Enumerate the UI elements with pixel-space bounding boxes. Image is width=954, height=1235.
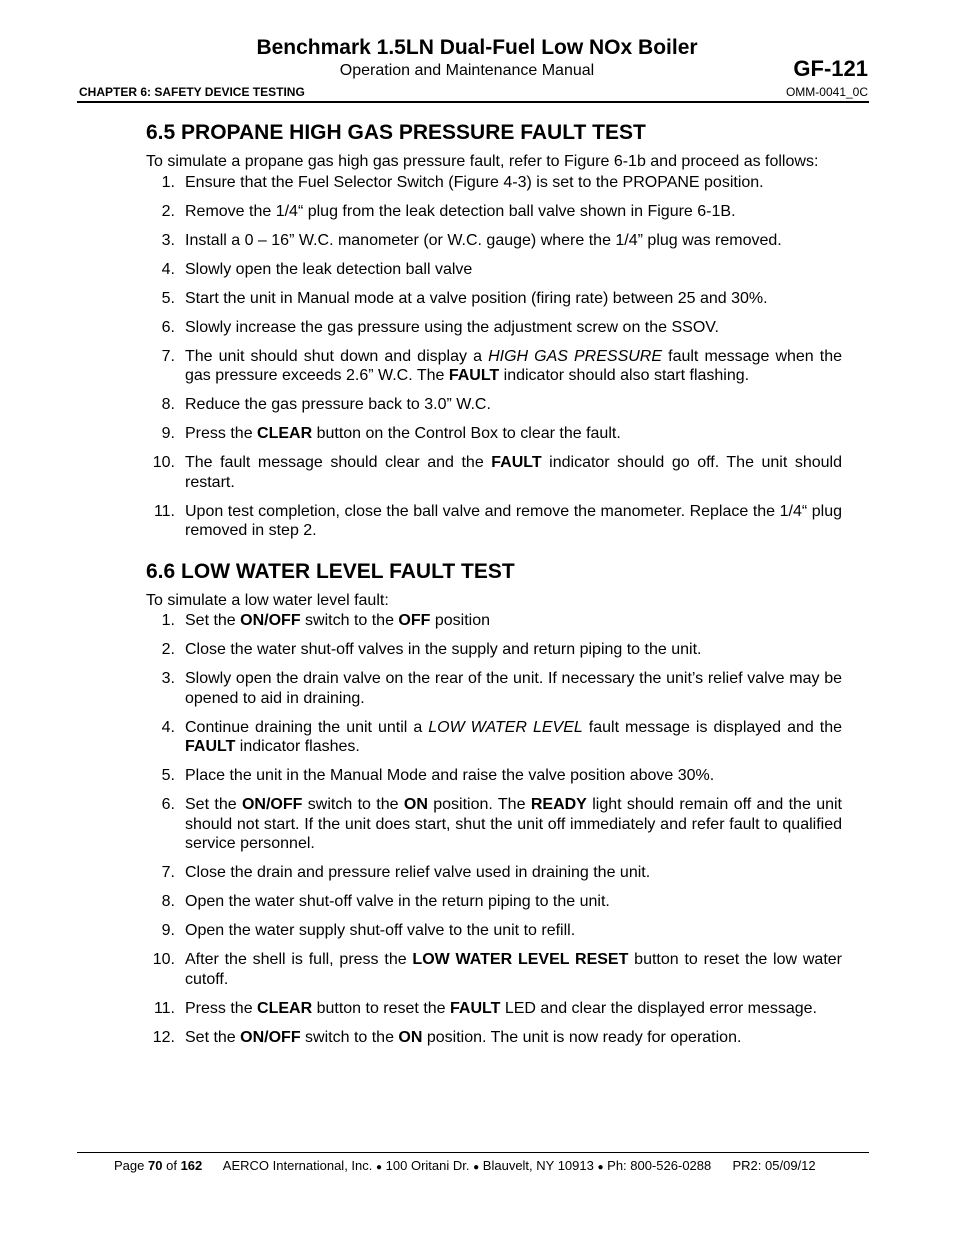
step-text: Ensure that the Fuel Selector Switch (Figure 4-3) is set to the PROPANE position. xyxy=(185,173,764,191)
step-text: indicator should also start flashing. xyxy=(499,367,750,384)
step-text: Reduce the gas pressure back to 3.0” W.C. xyxy=(185,396,491,413)
step-text: Slowly open the leak detection ball valve xyxy=(185,260,473,278)
list-item xyxy=(146,318,842,338)
revision-date: PR2: 05/09/12 xyxy=(732,1158,816,1173)
step-number: 11. xyxy=(153,502,175,520)
footer-divider xyxy=(77,1152,869,1153)
list-item xyxy=(146,231,842,251)
step-text: After the shell is full, press the xyxy=(185,951,413,968)
step-number: 10. xyxy=(152,454,175,471)
procedure-steps xyxy=(146,611,842,1047)
emphasis-italic: HIGH GAS PRESSURE xyxy=(488,347,663,365)
step-text: Set the xyxy=(185,796,242,813)
step-number: 2. xyxy=(161,641,175,658)
step-text: indicator flashes. xyxy=(235,738,360,755)
section-title: 6.6 LOW WATER LEVEL FAULT TEST xyxy=(146,559,515,583)
step-text: Set the xyxy=(185,1028,241,1046)
list-item xyxy=(146,999,842,1019)
step-text: fault message is displayed and the xyxy=(582,718,842,736)
step-text: light should remain off and the unit should not start. If the unit does start, shut the unit off immediately and refer fault to qualified service personnel. xyxy=(185,796,842,852)
emphasis-bold: CLEAR xyxy=(257,425,313,442)
list-item xyxy=(146,718,842,757)
list-item xyxy=(146,260,842,280)
step-text: Slowly open the drain valve on the rear of the unit. If necessary the unit’s relief valve may be opened to aid in draining. xyxy=(185,670,842,707)
of-label: of xyxy=(166,1158,177,1173)
step-number: 3. xyxy=(161,670,175,687)
step-number: 9. xyxy=(161,425,175,442)
step-number: 3. xyxy=(161,231,175,249)
step-text: button on the Control Box to clear the fault. xyxy=(312,425,621,442)
step-text: button to reset the low water cutoff. xyxy=(185,951,842,988)
step-text: Close the drain and pressure relief valve used in draining the unit. xyxy=(185,864,651,881)
bullet-separator: ● xyxy=(376,1162,383,1173)
list-item xyxy=(146,921,842,941)
list-item xyxy=(146,640,842,660)
step-text: switch to the xyxy=(300,612,399,629)
list-item xyxy=(146,766,842,786)
emphasis-italic: LOW WATER LEVEL xyxy=(428,718,583,736)
list-item xyxy=(146,424,842,444)
total-pages: 162 xyxy=(180,1158,203,1173)
list-item xyxy=(146,1028,842,1048)
step-text: Press the xyxy=(185,425,258,442)
bullet-separator: ● xyxy=(473,1162,480,1173)
step-number: 2. xyxy=(161,202,175,220)
list-item xyxy=(146,347,842,386)
list-item xyxy=(146,950,842,989)
emphasis-bold: LOW WATER LEVEL RESET xyxy=(412,951,629,968)
company-phone: Ph: 800-526-0288 xyxy=(607,1158,712,1173)
step-text: switch to the xyxy=(302,796,404,813)
step-text: The fault message should clear and the xyxy=(185,454,492,471)
step-text: Press the xyxy=(185,999,258,1017)
step-text: The unit should shut down and display a xyxy=(185,347,489,365)
document-title: Benchmark 1.5LN Dual-Fuel Low NOx Boiler xyxy=(256,36,698,59)
emphasis-bold: FAULT xyxy=(448,367,500,384)
step-number: 11. xyxy=(153,999,175,1017)
section-title: 6.5 PROPANE HIGH GAS PRESSURE FAULT TEST xyxy=(146,121,646,144)
step-text: Continue draining the unit until a xyxy=(185,718,429,736)
step-number: 1. xyxy=(161,173,175,191)
emphasis-bold: ON xyxy=(403,796,428,813)
section-intro: To simulate a propane gas high gas pressure fault, refer to Figure 6-1b and proceed as follows: xyxy=(146,153,819,170)
page-footer xyxy=(114,1158,816,1173)
step-number: 1. xyxy=(161,612,175,629)
step-number: 7. xyxy=(161,864,175,881)
step-number: 10. xyxy=(152,951,175,968)
list-item xyxy=(146,669,842,708)
company-name: AERCO International, Inc. xyxy=(222,1158,373,1173)
list-item xyxy=(146,202,842,222)
step-text: position. The unit is now ready for operation. xyxy=(422,1028,742,1046)
step-number: 12. xyxy=(152,1028,175,1046)
step-text: Remove the 1/4“ plug from the leak detection ball valve shown in Figure 6-1B. xyxy=(185,202,736,220)
step-number: 9. xyxy=(161,922,175,939)
emphasis-bold: CLEAR xyxy=(257,999,313,1017)
emphasis-bold: OFF xyxy=(398,612,431,629)
step-number: 8. xyxy=(161,893,175,910)
step-text: indicator should go off. The unit should restart. xyxy=(185,454,842,491)
emphasis-bold: ON/OFF xyxy=(240,612,301,629)
list-item xyxy=(146,795,842,854)
step-text: Set the xyxy=(185,612,241,629)
emphasis-bold: ON/OFF xyxy=(241,796,303,813)
list-item xyxy=(146,173,842,193)
page-number: 70 xyxy=(148,1158,163,1173)
emphasis-bold: FAULT xyxy=(491,454,542,471)
step-number: 5. xyxy=(161,767,175,784)
step-text: button to reset the xyxy=(312,999,451,1017)
step-number: 4. xyxy=(161,260,175,278)
step-text: Start the unit in Manual mode at a valve position (firing rate) between 25 and 30%. xyxy=(185,289,768,307)
list-item xyxy=(146,502,842,541)
emphasis-bold: ON xyxy=(398,1028,423,1046)
step-number: 8. xyxy=(161,396,175,413)
document-number: OMM-0041_0C xyxy=(785,85,868,99)
step-text: Install a 0 – 16” W.C. manometer (or W.C. gauge) where the 1/4” plug was removed. xyxy=(185,231,782,249)
document-subtitle: Operation and Maintenance Manual xyxy=(339,62,595,79)
step-text: Upon test completion, close the ball valve and remove the manometer. Replace the 1/4“ plug removed in step 2. xyxy=(185,502,842,539)
emphasis-bold: FAULT xyxy=(185,738,236,755)
step-number: 5. xyxy=(161,289,175,307)
step-text: position xyxy=(430,612,491,629)
emphasis-bold: FAULT xyxy=(450,999,501,1017)
emphasis-bold: READY xyxy=(530,796,587,813)
section-intro: To simulate a low water level fault: xyxy=(146,591,389,609)
step-number: 7. xyxy=(161,347,175,365)
list-item xyxy=(146,395,842,415)
step-text: switch to the xyxy=(300,1028,399,1046)
list-item xyxy=(146,289,842,309)
page-content xyxy=(146,119,842,1057)
step-text: Open the water supply shut-off valve to the unit to refill. xyxy=(185,922,576,939)
header-divider xyxy=(77,101,869,103)
section-propane-high-gas-pressure xyxy=(146,119,842,541)
step-text: Slowly increase the gas pressure using the adjustment screw on the SSOV. xyxy=(185,318,719,336)
list-item xyxy=(146,863,842,883)
step-text: Place the unit in the Manual Mode and raise the valve position above 30%. xyxy=(185,767,715,784)
emphasis-bold: ON/OFF xyxy=(240,1028,301,1046)
list-item xyxy=(146,611,842,631)
company-city: Blauvelt, NY 10913 xyxy=(482,1158,594,1173)
chapter-label: CHAPTER 6: SAFETY DEVICE TESTING xyxy=(79,85,305,99)
procedure-steps xyxy=(146,173,842,541)
step-number: 4. xyxy=(161,718,175,736)
step-text: fault message when the gas pressure exceeds 2.6” W.C. The xyxy=(185,347,843,384)
step-text: Open the water shut-off valve in the return piping to the unit. xyxy=(185,893,610,910)
bullet-separator: ● xyxy=(597,1162,604,1173)
step-text: LED and clear the displayed error message. xyxy=(500,999,817,1017)
product-code: GF-121 xyxy=(793,56,868,81)
step-number: 6. xyxy=(161,318,175,336)
company-address: 100 Oritani Dr. xyxy=(385,1158,470,1173)
list-item xyxy=(146,892,842,912)
step-text: Close the water shut-off valves in the supply and return piping to the unit. xyxy=(185,641,702,658)
step-number: 6. xyxy=(161,796,175,813)
page-label: Page xyxy=(114,1158,145,1173)
list-item xyxy=(146,453,842,492)
section-low-water-level xyxy=(146,558,842,1048)
step-text: position. The xyxy=(427,796,531,813)
